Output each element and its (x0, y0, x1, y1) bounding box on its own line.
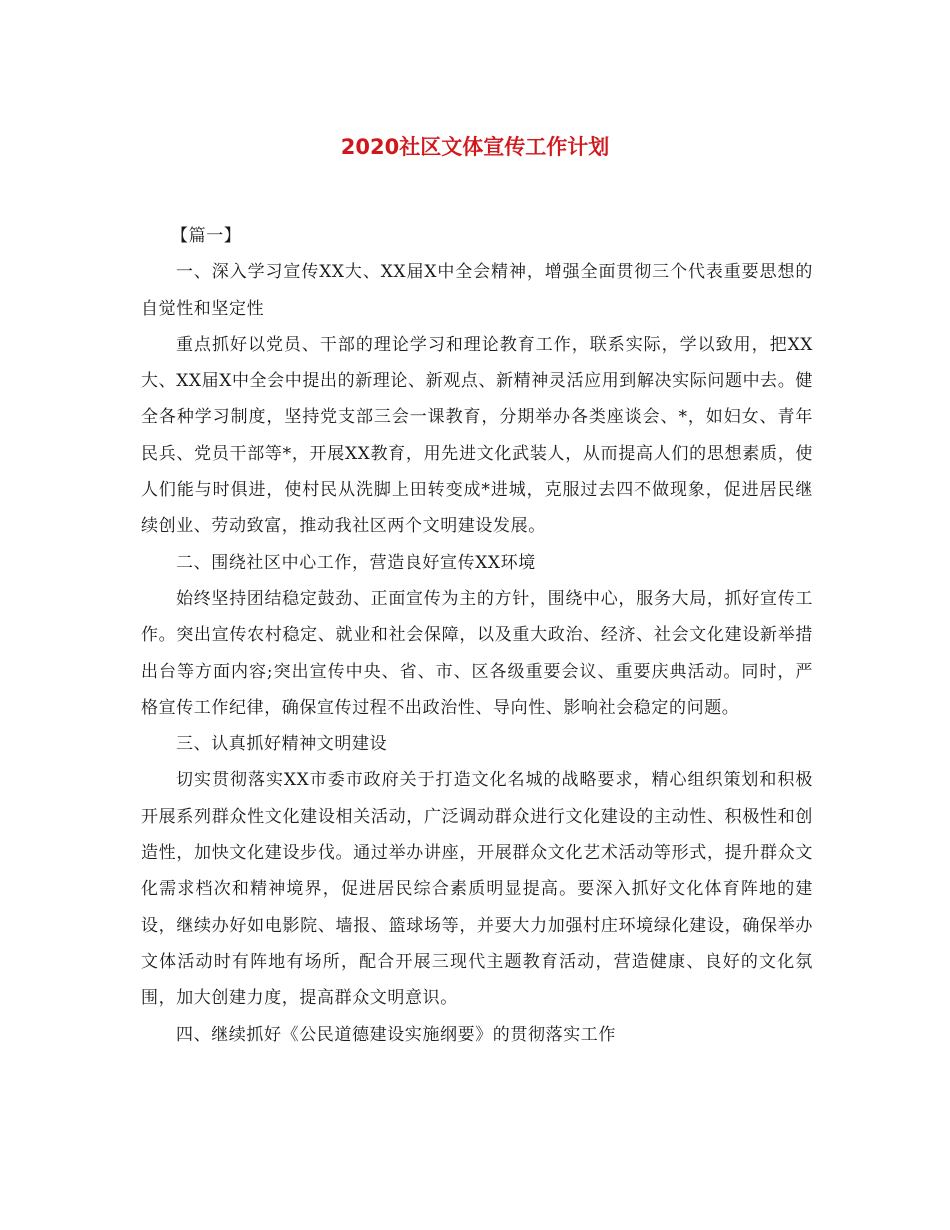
item-heading-1: 一、深入学习宣传XX大、XX届X中全会精神，增强全面贯彻三个代表重要思想的自觉性和坚定性 (141, 262, 813, 319)
paragraph-3: 切实贯彻落实XX市委市政府关于打造文化名城的战略要求，精心组织策划和积极开展系列群众性文化建设相关活动，广泛调动群众进行文化建设的主动性、积极性和创造性，加快文化建设步伐。通过举办讲座，开展群众文化艺术活动等形式，提升群众文化需求档次和精神境界，促进居民综合素质明显提高。要深入抓好文化体育阵地的建设，继续办好如电影院、墙报、篮球场等，并要大力加强村庄环境绿化建设，确保举办文体活动时有阵地有场所，配合开展三现代主题教育活动，营造健康、良好的文化氛围，加大创建力度，提高群众文明意识。 (141, 770, 813, 1009)
item-heading-4: 四、继续抓好《公民道德建设实施纲要》的贯彻落实工作 (176, 1024, 616, 1045)
paragraph-1: 重点抓好以党员、干部的理论学习和理论教育工作，联系实际，学以致用，把XX大、XX届X中全会中提出的新理论、新观点、新精神灵活应用到解决实际问题中去。健全各种学习制度，坚持党支部三会一课教育，分期举办各类座谈会、*，如妇女、青年民兵、党员干部等*，开展XX教育，用先进文化武装人，从而提高人们的思想素质，使人们能与时俱进，使村民从洗脚上田转变成*进城，克服过去四不做现象，促进居民继续创业、劳动致富，推动我社区两个文明建设发展。 (141, 334, 813, 537)
paragraph-2: 始终坚持团结稳定鼓劲、正面宣传为主的方针，围绕中心，服务大局，抓好宣传工作。突出宣传农村稳定、就业和社会保障，以及重大政治、经济、社会文化建设新举措出台等方面内容;突出宣传中央、省、市、区各级重要会议、重要庆典活动。同时，严格宣传工作纪律，确保宣传过程不出政治性、导向性、影响社会稳定的问题。 (141, 588, 813, 718)
document-body (141, 218, 813, 1053)
section-heading-part-one: 【篇一】 (171, 226, 242, 246)
document-title: 2020社区文体宣传工作计划 (340, 135, 610, 159)
item-heading-3: 三、认真抓好精神文明建设 (176, 734, 388, 755)
item-heading-2: 二、围绕社区中心工作，营造良好宣传XX环境 (176, 552, 536, 573)
